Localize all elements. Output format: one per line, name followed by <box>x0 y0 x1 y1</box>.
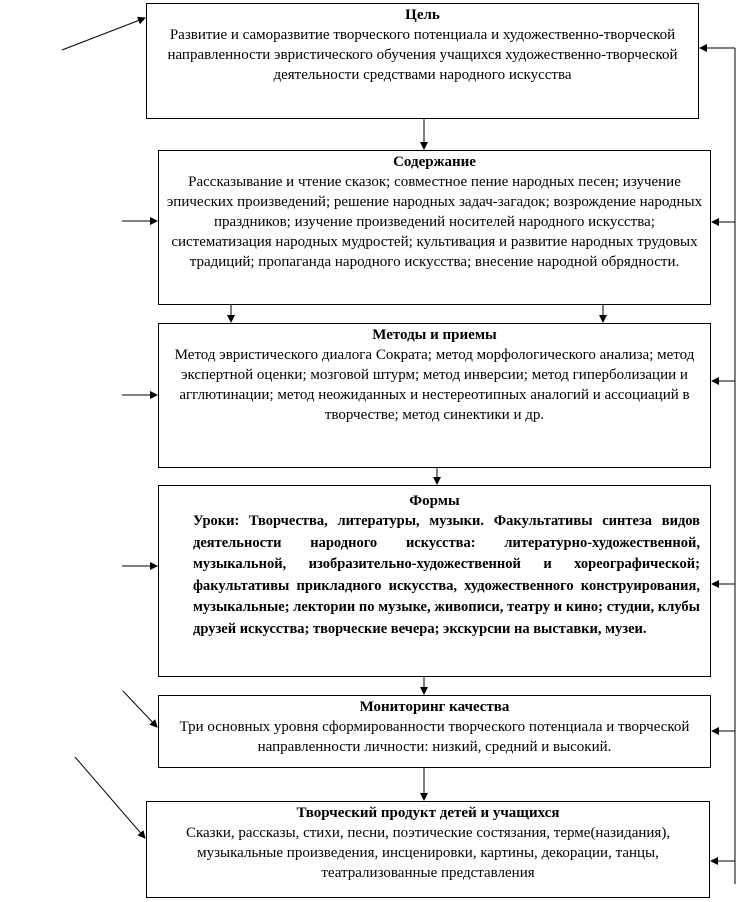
input-arrow-product <box>75 757 145 838</box>
monitoring-title: Мониторинг качества <box>359 699 510 715</box>
forms-text: Уроки: Творчества, литературы, музыки. Факультативы синтеза видов деятельности народного искусства: литературно-художественной, музыкальной, изобразительно-художественной и хореографической; факультативы прикладного искусства, художественного конструирования, музыкальные; лектории по музыке, живописи, театру и кино; студии, клубы друзей искусства; творческие вечера; экскурсии на выставки, музеи. <box>193 513 700 637</box>
goal-box <box>146 3 699 119</box>
monitoring-box <box>158 695 711 768</box>
product-box <box>146 801 710 898</box>
methods-title: Методы и приемы <box>372 327 497 343</box>
methods-text: Метод эвристического диалога Сократа; метод морфологического анализа; метод экспертной оценки; мозговой штурм; метод инверсии; метод гиперболизации и агглютинации; метод неожиданных и нестереотипных аналогий и ассоциаций в творчестве; метод синектики и др. <box>174 347 695 423</box>
content-box <box>158 150 711 305</box>
forms-title: Формы <box>409 493 460 509</box>
product-title: Творческий продукт детей и учащихся <box>296 805 560 821</box>
input-arrow-monitoring <box>123 691 157 727</box>
content-title: Содержание <box>393 154 476 170</box>
forms-box <box>158 485 711 677</box>
input-arrow-goal <box>62 18 145 50</box>
monitoring-text: Три основных уровня сформированности творческого потенциала и творческой направленности личности: низкий, средний и высокий. <box>179 719 690 755</box>
goal-title: Цель <box>405 7 440 23</box>
goal-text: Развитие и саморазвитие творческого потенциала и художественно-творческой направленности эвристического обучения учащихся художественно-творческой деятельности средствами народного искусства <box>167 27 678 83</box>
methods-box <box>158 323 711 468</box>
product-text: Сказки, рассказы, стихи, песни, поэтические состязания, терме(назидания), музыкальные произведения, инсценировки, картины, декорации, танцы, театрализованные представления <box>185 825 671 881</box>
content-text: Рассказывание и чтение сказок; совместное пение народных песен; изучение эпических произведений; решение народных задач-загадок; возрождение народных праздников; изучение произведений носителей народного искусства; систематизация народных мудростей; культивация и развитие народных трудовых традиций; пропаганда народного искусства; внесение народной обрядности. <box>166 174 703 270</box>
